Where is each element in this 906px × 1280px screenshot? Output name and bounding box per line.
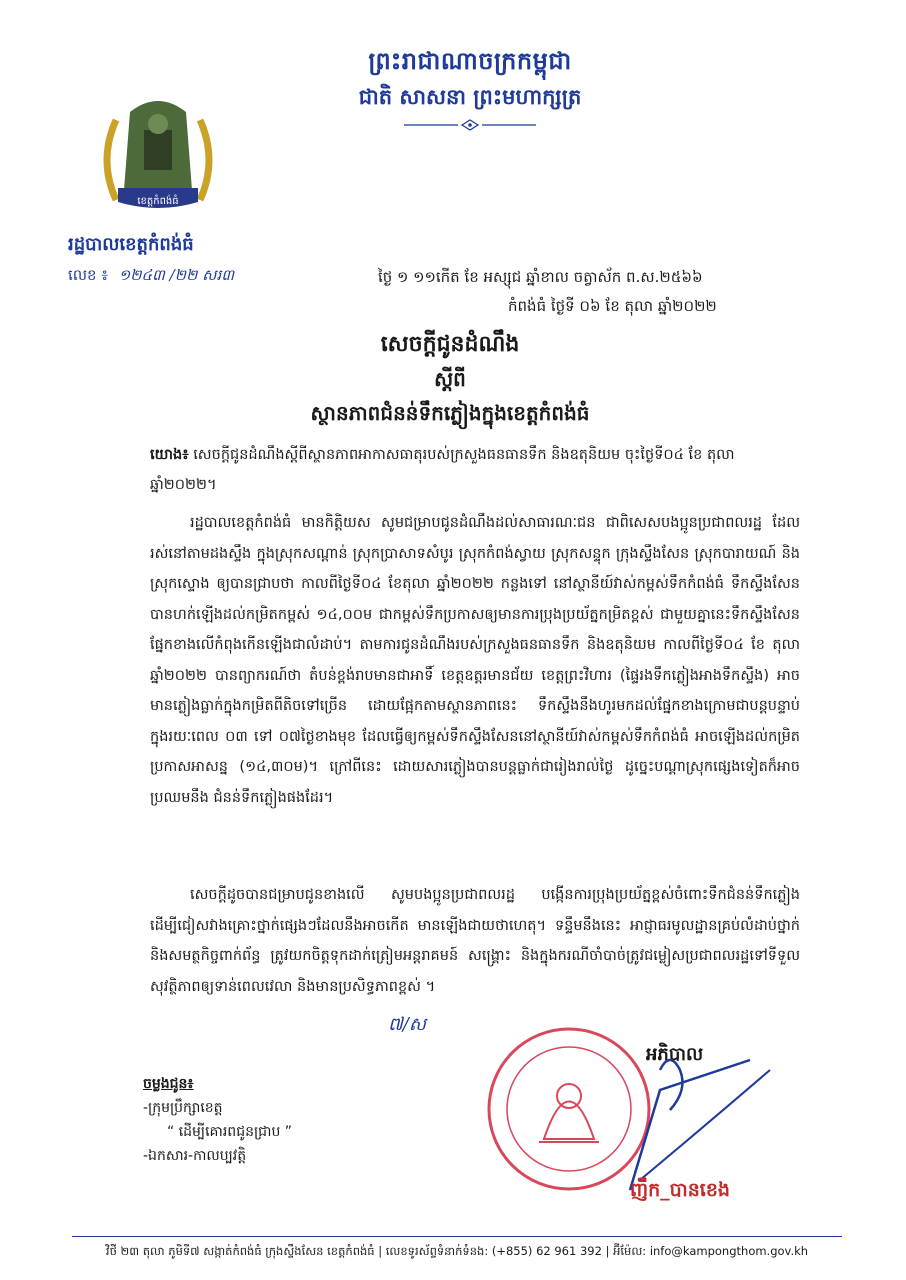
- signatory-title: អភិបាល: [646, 1044, 704, 1065]
- recipients-list: [143, 1072, 292, 1168]
- reference-text: សេចក្តីជូនដំណឹងស្តីពីស្ថានភាពអាកាសធាតុរបស់ក្រសួងធនធានទឹក និងឧតុនិយម ចុះថ្ងៃទី០៤ ខែ តុលា ឆ្នាំ២០២២។: [150, 447, 735, 493]
- recipients-heading: ចម្លងជូន៖: [143, 1076, 194, 1092]
- ref-number: ១២៤៣ /២២ សរ៣: [118, 266, 235, 284]
- recipient-item: -ឯកសារ-កាលប្បវត្តិ: [143, 1148, 247, 1164]
- signatory-name: ញឹក_បានខេង: [630, 1179, 730, 1201]
- kingdom-title: ព្រះរាជាណាចក្រកម្ពុជា: [368, 47, 572, 75]
- handwritten-mark: ៧/ស: [388, 1014, 426, 1035]
- emblem-label: ខេត្តកំពង់ធំ: [137, 196, 179, 207]
- body-paragraph-2: សេចក្តីដូចបានជម្រាបជូនខាងលើ សូមបងប្អូនប្រជាពលរដ្ឋ បង្កើនការប្រុងប្រយ័ត្នខ្ពស់ចំពោះទឹកជំនន់ទឹកភ្លៀង ដើម្បីជៀសវាងគ្រោះថ្នាក់ផ្សេងៗដែលនឹងអាចកើត មានឡើងជាយថាហេតុ។ ទន្ទឹមនឹងនេះ អាជ្ញាធរមូលដ្ឋានគ្រប់លំដាប់ថ្នាក់ និងសមត្ថកិច្ចពាក់ព័ន្ធ ត្រូវយកចិត្តទុកដាក់ត្រៀមអន្តរាគមន៍ សង្គ្រោះ និងក្នុងករណីចាំបាច់ត្រូវជម្លៀសប្រជាពលរដ្ឋទៅទីទួលសុវត្ថិភាពឲ្យទាន់ពេលវេលា និងមានប្រសិទ្ធភាពខ្ពស់ ។: [150, 887, 800, 995]
- ref-label: លេខ ៖: [68, 266, 108, 284]
- reference-label: យោង៖: [150, 447, 189, 463]
- title-about: ស្តីពី: [434, 367, 466, 391]
- issuing-authority: រដ្ឋបាលខេត្តកំពង់ធំ: [68, 234, 194, 255]
- emblem-icon: [88, 90, 228, 230]
- lunar-date: ថ្ងៃ ១ ១១កើត ខែ អស្សុជ ឆ្នាំខាល ចត្វាស័ក ព.ស.២៥៦៦: [378, 268, 703, 286]
- handwritten-signature-icon: [600, 1030, 780, 1200]
- solar-date: កំពង់ធំ ថ្ងៃទី ០៦ ខែ តុលា ឆ្នាំ២០២២: [508, 297, 717, 315]
- footer-divider: [72, 1236, 842, 1237]
- reference-number-row: [68, 266, 234, 288]
- document-title: សេចក្តីជូនដំណឹង: [380, 332, 520, 357]
- document-subject: ស្ថានភាពជំនន់ទឹកភ្លៀងក្នុងខេត្តកំពង់ធំ: [310, 401, 590, 425]
- recipient-item: -ក្រុមប្រឹក្សាខេត្ត: [143, 1100, 223, 1116]
- reference-block: [150, 440, 790, 500]
- provincial-emblem: [88, 90, 228, 230]
- recipient-item: “ ដើម្បីគោរពជូនជ្រាប ”: [167, 1124, 293, 1140]
- body-paragraph-1: រដ្ឋបាលខេត្តកំពង់ធំ មានកិត្តិយស សូមជម្រាបជូនដំណឹងដល់សាធារណៈជន ជាពិសេសបងប្អូនប្រជាពលរដ្ឋ ដែលរស់នៅតាមដងស្ទឹង ក្នុងស្រុកសណ្តាន់ ស្រុកប្រាសាទសំបូរ ស្រុកកំពង់ស្វាយ ស្រុកសន្ទុក ក្រុងស្ទឹងសែន ស្រុកបារាយណ៍ និងស្រុកស្ទោង ឲ្យបានជ្រាបថា កាលពីថ្ងៃទី០៤ ខែតុលា ឆ្នាំ២០២២ កន្លងទៅ នៅស្ថានីយ៍វាស់កម្ពស់ទឹកកំពង់ធំ ទឹកស្ទឹងសែន បានហក់ឡើងដល់កម្រិតកម្ពស់ ១៤,០០ម ជាកម្ពស់ទឹកប្រកាសឲ្យមានការប្រុងប្រយ័ត្នកម្រិតខ្ពស់ ជាមួយគ្នានេះទឹកស្ទឹងសែនផ្នែកខាងលើកំពុងកើនឡើងជាលំដាប់។ តាមការជូនដំណឹងរបស់ក្រសួងធនធានទឹក និងឧតុនិយម កាលពីថ្ងៃទី០៤ ខែ តុលា ឆ្នាំ២០២២ បានព្យាករណ៍ថា តំបន់ខ្ពង់រាបមានជាអាទិ៍ ខេត្តឧត្តរមានជ័យ ខេត្តព្រះវិហារ (ផ្ទៃរងទឹកភ្លៀងអាងទឹកស្ទឹង) អាចមានភ្លៀងធ្លាក់ក្នុងកម្រិតពីតិចទៅច្រើន ដោយផ្អែកតាមស្ថានភាពនេះ ទឹកស្ទឹងនឹងហូរមកដល់ផ្នែកខាងក្រោមជាបន្តបន្ទាប់ក្នុងរយៈពេល ០៣ ទៅ ០៧ថ្ងៃខាងមុខ ដែលធ្វើឲ្យកម្ពស់ទឹកស្ទឹងសែននៅស្ថានីយ៍វាស់កម្ពស់ទឹកកំពង់ធំ អាចឡើងដល់កម្រិតប្រកាសអាសន្ន (១៤,៣០ម)។ ក្រៅពីនេះ ដោយសារភ្លៀងបានបន្តធ្លាក់ជារៀងរាល់ថ្ងៃ ដូច្នេះបណ្តាស្រុកផ្សេងទៀតក៏អាចប្រឈមនឹង ជំនន់ទឹកភ្លៀងផងដែរ។: [150, 515, 800, 806]
- national-motto: ជាតិ សាសនា ព្រះមហាក្សត្រ: [358, 85, 582, 109]
- footer-contact: វិថី ២៣ តុលា ភូមិទី៧ សង្កាត់កំពង់ធំ ក្រុងស្ទឹងសែន ខេត្តកំពង់ធំ | លេខទូរស័ព្ទទំនាក់ទំនង: (+855) 62 961 392 | អ៊ីម៉ែល: info@kampongthom.gov.kh: [105, 1244, 809, 1258]
- ornament-divider-icon: [400, 118, 540, 132]
